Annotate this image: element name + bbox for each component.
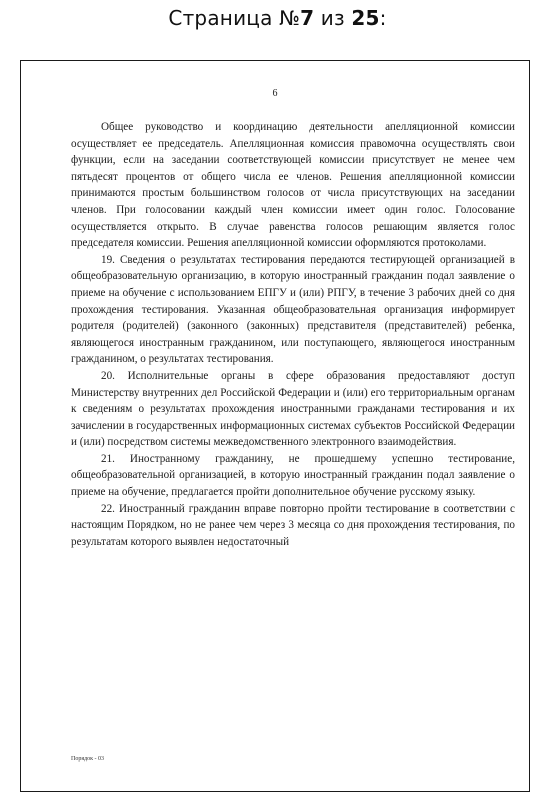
page-header-prefix: Страница № — [168, 6, 301, 30]
paragraph-19: 19. Сведения о результатах тестирования передаются тестирующей организацией в общеобразовательную организацию, в которую иностранный гражданин подал заявление о приеме на обучение с использованием ЕПГУ и (или) РПГУ, в течение 3 рабочих дней со дня прохождения тестирования. Указанная общеобразовательная организация информирует родителя (родителей) (законного (законных) представителя (представителей) ребенка, являющегося иностранным гражданином, или поступающего, являющегося иностранным гражданином, о результатах тестирования. — [71, 253, 515, 366]
paragraph-commission-leadership: Общее руководство и координацию деятельности апелляционной комиссии осуществляет ее председатель. Апелляционная комиссия правомочна осуществлять свои функции, если на заседании соответствующей комиссии присутствует не менее чем пятьдесят процентов от общего числа ее членов. Решения апелляционной комиссии принимаются простым большинством голосов от числа присутствующих на заседании членов. При голосовании каждый член комиссии имеет один голос. Голосование осуществляется открыто. В случае равенства голосов решающим является голос председателя комиссии. Решения апелляционной комиссии оформляются протоколами. — [71, 121, 515, 250]
page-header-suffix: : — [379, 6, 387, 30]
total-pages-number: 25 — [351, 6, 380, 30]
paragraph-22: 22. Иностранный гражданин вправе повторно пройти тестирование в соответствии с настоящим Порядком, но не ранее чем через 3 месяца со дня прохождения тестирования, по результатам которого выявлен недостаточный — [71, 502, 515, 548]
scanned-document-page — [20, 60, 530, 792]
page-header — [0, 6, 555, 30]
current-page-number: 7 — [300, 6, 315, 30]
paragraph-21: 21. Иностранному гражданину, не прошедшему успешно тестирование, общеобразовательной организацией, в которую иностранный гражданин подал заявление о приеме на обучение, предлагается пройти дополнительное обучение русскому языку. — [71, 452, 515, 499]
page-header-separator: из — [314, 6, 352, 30]
document-footer-code: Порядок - 03 — [71, 756, 105, 762]
document-page-number: 6 — [272, 88, 278, 99]
paragraph-20: 20. Исполнительные органы в сфере образования предоставляют доступ Министерству внутренних дел Российской Федерации и (или) его территориальным органам к сведениям о результатах прохождения иностранными гражданами тестирования и их зачислении в государственных информационных системах субъектов Российской Федерации и (или) посредством системы межведомственного электронного взаимодействия. — [71, 369, 515, 449]
document-body — [71, 119, 515, 550]
